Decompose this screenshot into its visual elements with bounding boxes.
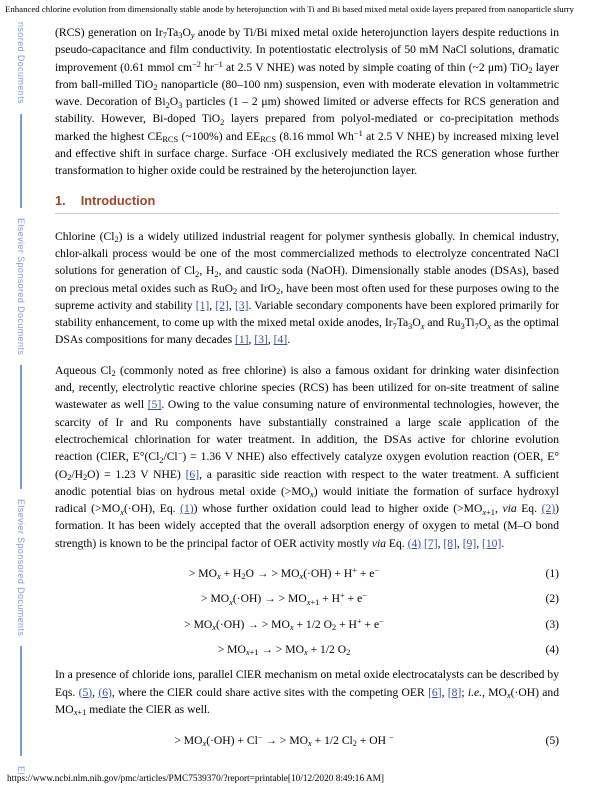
text-run: x: [482, 507, 487, 517]
text-run: at 2.5 V NHE) by increased mixing level and effective shift in surface charge. Surface ·OH exclusively mediated the RCS generation whose further transformation to higher oxide could be restrained by the heterojunction layer.: [55, 129, 559, 178]
text-run: Chlorine (Cl: [55, 229, 115, 243]
text-run: 2: [214, 269, 219, 279]
text-run: , a parasitic side reaction with respect to the water treatment. A sufficient anodic potential bias on hydrous metal oxide (>MO: [55, 467, 559, 498]
text-run: O: [182, 26, 191, 39]
text-run: + 1/2 O: [307, 642, 347, 656]
text-run: O: [478, 316, 488, 330]
text-run: 3: [178, 100, 183, 110]
text-run: ) = 1.36 V NHE) also effectively catalyze oxygen evolution reaction (OER, E° (O: [55, 450, 559, 481]
text-run: ;: [461, 685, 468, 699]
text-run: as the optimal DSAs compositions for many decades: [55, 316, 559, 347]
text-run: In a presence of chloride ions, parallel ClER mechanism on metal oxide electrocatalysts can be described by Eqs.: [55, 668, 559, 699]
inline-reference-link[interactable]: (2): [541, 502, 556, 516]
text-run: Ta: [166, 26, 179, 39]
sidebar-link-sponsored-documents[interactable]: nsored Documents: [16, 22, 26, 104]
text-run: > MO: [217, 642, 246, 656]
text-run: , where the ClER could share active sites with the competing OER: [111, 685, 429, 699]
inline-reference-link[interactable]: (1): [180, 502, 194, 516]
inline-reference-link[interactable]: [3]: [234, 298, 249, 312]
text-run: ,: [92, 685, 99, 699]
text-run: −: [374, 566, 380, 576]
text-run: (·OH), Eq.: [123, 502, 181, 516]
section-heading: [55, 193, 559, 208]
text-run: 7: [474, 321, 479, 331]
text-run: ) is a widely utilized industrial reagent for polymer synthesis globally. In chemical industry, chlor-alkali process would be one of the most commercialized methods to electrolyze concentrated NaCl solutions for generation of Cl: [55, 229, 559, 278]
text-run: x: [202, 739, 207, 749]
intro-paragraph-1: [55, 228, 559, 349]
inline-reference-link[interactable]: [7]: [424, 536, 438, 550]
text-run: +: [340, 591, 345, 601]
text-run: ,: [209, 298, 216, 312]
equation-2: [55, 590, 559, 607]
inline-reference-link[interactable]: [5]: [147, 398, 162, 412]
inline-reference-link[interactable]: [2]: [215, 298, 229, 312]
text-run: + 1/2 Cl: [311, 734, 353, 748]
text-run: . Variable secondary components have been explored primarily for stability enhancement, to come up with the mixed metal oxide anodes, Ir: [55, 298, 560, 330]
text-run: > MO: [174, 734, 203, 748]
text-run: 2: [528, 65, 533, 75]
text-run: ,: [228, 298, 235, 312]
text-run: −: [362, 591, 367, 601]
text-run: + OH: [356, 734, 389, 748]
text-run: 3: [408, 321, 413, 331]
text-run: + H: [220, 567, 242, 581]
text-run: x: [289, 623, 294, 632]
equation-4: [55, 641, 559, 658]
inline-reference-link[interactable]: [6]: [185, 467, 200, 481]
section-number: 1.: [55, 192, 66, 208]
text-run: y: [190, 31, 195, 41]
text-run: x: [308, 739, 312, 749]
text-run: Ti: [464, 316, 475, 330]
text-run: ,: [456, 536, 463, 550]
inline-reference-link[interactable]: [6]: [428, 685, 442, 699]
text-run: via: [502, 502, 517, 516]
sidebar-rail: [16, 22, 26, 775]
text-run: 3: [460, 321, 465, 331]
equation-2-body: [55, 590, 513, 607]
equation-1-number: (1): [545, 567, 559, 581]
text-run: +1: [310, 597, 320, 607]
text-run: Eq.: [386, 536, 408, 550]
text-run: particles (1 – 2 μm) showed limited or adverse effects for RCS generation and stability. However, Bi-doped TiO: [55, 95, 559, 126]
inline-reference-link[interactable]: [10]: [482, 536, 502, 550]
text-run: and Ru: [424, 316, 461, 330]
rail-divider: [20, 114, 22, 208]
text-run: −: [388, 733, 394, 743]
text-run: (·OH) → > MO: [216, 617, 290, 631]
text-run: x: [420, 321, 425, 331]
inline-reference-link[interactable]: (4): [407, 536, 422, 550]
text-run: , have been most often used for these purposes owing to the supreme activity and stability: [55, 281, 559, 312]
equation-group: [55, 565, 559, 658]
text-run: ) whose further oxidation could lead to higher oxide (>MO: [193, 502, 483, 516]
text-run: O → > MO: [245, 567, 300, 581]
text-run: Ta: [396, 316, 409, 330]
inline-reference-link[interactable]: [8]: [447, 685, 462, 699]
text-run: layer from ball-milled TiO: [55, 60, 559, 91]
text-run: ) formation. It has been widely accepted that the overall adsorption energy of oxygen to metal (M–O bond strength) is known to be the principal factor of OER activity mostly: [55, 502, 559, 550]
text-run: 2: [153, 83, 158, 93]
text-run: (·OH) + Cl: [206, 734, 258, 748]
text-run: 2: [346, 648, 351, 658]
text-run: . Owing to the value consuming nature of environmental technologies, however, the scarcity of Ir and Ru components have substantially constrained a large scale application of the electrochemical chlorination for water treatment. In addition, the DSAs active for chlorine evolution reaction (ClER, E°(Cl: [55, 398, 559, 464]
text-run: (·OH) and MO: [55, 685, 560, 716]
text-run: +1: [486, 507, 495, 517]
text-run: 2: [159, 455, 164, 465]
equation-2-number: (2): [545, 592, 559, 606]
intro-paragraph-2: [55, 362, 559, 552]
abstract-continuation-paragraph: [55, 24, 559, 180]
text-run: x: [120, 507, 124, 517]
text-run: 2: [233, 286, 238, 296]
section-rule: [55, 213, 559, 214]
text-run: anode by Ti/Bi mixed metal oxide heterojunction layers despite reductions in pseudo-capacitance and film conductivity. In potentiostatic electrolysis of 50 mM NaCl solutions, dramatic improvement (0.61 mmol cm: [55, 26, 559, 74]
inline-reference-link[interactable]: (5): [78, 685, 93, 699]
text-run: (RCS) generation on Ir: [55, 26, 163, 39]
text-run: x: [212, 623, 217, 632]
text-run: x: [73, 708, 78, 718]
text-run: O: [412, 316, 421, 330]
text-run: via: [371, 536, 387, 550]
text-run: x: [306, 597, 311, 607]
text-run: 2: [220, 117, 225, 127]
text-run: Eq.: [516, 502, 542, 516]
text-run: RCS: [260, 135, 276, 145]
running-title: Enhanced chlorine evolution from dimensionally stable anode by heterojunction with Ti and Bi based mixed metal oxide layers prepared from nanoparticle slurry: [5, 4, 574, 14]
text-run: → > MO: [262, 734, 309, 748]
inline-reference-link[interactable]: [1]: [235, 333, 249, 347]
inline-reference-link[interactable]: [3]: [254, 333, 268, 347]
footer-url: https://www.ncbi.nlm.nih.gov/pmc/articles/PMC7539370/?report=printable[10/12/2020 8:49:16 AM]: [7, 774, 384, 784]
text-run: x: [506, 690, 511, 700]
text-run: ,: [248, 333, 255, 347]
text-run: > MO: [201, 592, 230, 606]
text-run: ,: [267, 333, 274, 347]
text-run: ,: [437, 536, 444, 550]
text-run: ,: [441, 685, 448, 699]
text-run: and IrO: [237, 281, 277, 295]
text-run: 2: [114, 235, 119, 245]
text-run: −: [177, 449, 183, 459]
text-run: 2: [332, 623, 337, 632]
text-run: RCS: [162, 135, 179, 145]
text-run: −1: [213, 59, 223, 69]
text-run: + e: [344, 592, 363, 606]
text-run: + e: [356, 567, 375, 581]
text-run: 2: [352, 739, 357, 749]
text-run: x: [299, 572, 304, 582]
inline-reference-link[interactable]: [1]: [195, 298, 210, 312]
text-run: 2: [111, 369, 116, 379]
equation-3: [55, 616, 559, 633]
text-run: > MO: [184, 617, 213, 631]
inline-reference-link[interactable]: [9]: [462, 536, 477, 550]
text-run: −: [379, 616, 384, 626]
text-run: /Cl: [163, 450, 178, 464]
inline-reference-link[interactable]: (6): [98, 685, 112, 699]
rail-divider: [20, 646, 22, 756]
text-run: x: [229, 597, 233, 607]
inline-reference-link[interactable]: [4]: [273, 333, 288, 347]
text-run: .: [501, 536, 505, 550]
text-run: 7: [392, 321, 397, 331]
text-run: +: [356, 616, 362, 626]
text-run: +1: [249, 648, 259, 658]
text-run: (8.16 mmol Wh: [276, 129, 354, 143]
sidebar-link-elsevier-sponsored-documents[interactable]: Elsevier Sponsored Documents: [16, 217, 26, 356]
text-run: ,: [494, 502, 503, 516]
text-run: /H: [71, 467, 83, 481]
text-run: ,: [476, 536, 483, 550]
inline-reference-link[interactable]: [8]: [443, 536, 457, 550]
text-run: + H: [319, 592, 341, 606]
text-run: x: [303, 648, 308, 658]
text-run: i.e.: [467, 685, 483, 699]
text-run: +: [352, 566, 357, 576]
equation-5-body: [55, 732, 513, 749]
text-run: , MO: [482, 685, 507, 699]
text-run: 2: [241, 572, 246, 582]
text-run: −: [257, 733, 263, 743]
text-run: (·OH) → > MO: [232, 592, 307, 606]
equation-3-number: (3): [545, 617, 559, 631]
intro-paragraph-3: [55, 666, 559, 718]
text-run: 3: [178, 31, 183, 41]
equation-5-number: (5): [545, 734, 559, 748]
text-run: nanoparticle (80–100 nm) suspension, even with moderate elevation in voltammetric wave. Decoration of Bi: [55, 77, 559, 109]
text-run: .: [287, 333, 291, 347]
section-title: Introduction: [80, 192, 156, 208]
equation-1: [55, 565, 559, 582]
text-run: + 1/2 O: [293, 617, 332, 631]
sidebar-link-elsevier-truncated[interactable]: El: [16, 766, 26, 776]
text-run: (commonly noted as free chlorine) is also a famous oxidant for drinking water disinfection and, recently, electrolytic reactive chlorine species (RCS) has been utilized for on-site treatment of saline wastewater as well: [55, 363, 559, 412]
text-run: at 2.5 V NHE) was noted by simple coating of thin (~2 μm) TiO: [222, 60, 529, 74]
equation-3-body: [55, 616, 513, 633]
sidebar-link-elsevier-sponsored-documents[interactable]: Elsevier Sponsored Documents: [16, 499, 26, 637]
text-run: x: [245, 648, 250, 658]
text-run: > MO: [188, 567, 217, 581]
text-run: mediate the ClER as well.: [86, 702, 210, 716]
text-run: hr: [200, 60, 214, 74]
text-run: , and caustic soda (NaOH). Dimensionally stable anodes (DSAs), based on precious metal oxides such as RuO: [55, 264, 559, 295]
text-run: +1: [77, 708, 87, 718]
text-run: → > MO: [258, 642, 304, 656]
text-run: + H: [336, 617, 357, 631]
text-run: −2: [192, 59, 201, 69]
text-run: (·OH) + H: [303, 567, 353, 581]
text-run: layers prepared from polyol-mediated or co-precipitation methods marked the highest CE: [55, 112, 559, 143]
text-run: 2: [67, 472, 72, 482]
text-run: x: [487, 321, 491, 331]
text-run: + e: [361, 617, 380, 631]
text-run: ) would initiate the formation of surface hydroxyl radical (>MO: [55, 484, 559, 516]
text-run: −1: [353, 128, 363, 138]
equation-1-body: [55, 565, 513, 582]
text-run: Aqueous Cl: [55, 363, 112, 377]
rail-divider: [20, 365, 22, 489]
text-run: x: [216, 572, 221, 582]
article-body: [55, 24, 559, 757]
equation-5: [55, 732, 559, 749]
text-run: 2: [83, 472, 88, 482]
text-run: x: [310, 490, 314, 500]
equation-4-body: [55, 641, 513, 658]
text-run: 2: [276, 286, 281, 296]
text-run: 7: [162, 31, 167, 41]
text-run: 2: [165, 100, 170, 110]
text-run: O: [169, 95, 179, 109]
text-run: 2: [195, 269, 200, 279]
text-run: (~100%) and EE: [178, 129, 261, 143]
text-run: O) = 1.23 V NHE): [87, 467, 186, 481]
text-run: , H: [199, 264, 215, 278]
equation-4-number: (4): [545, 642, 559, 656]
